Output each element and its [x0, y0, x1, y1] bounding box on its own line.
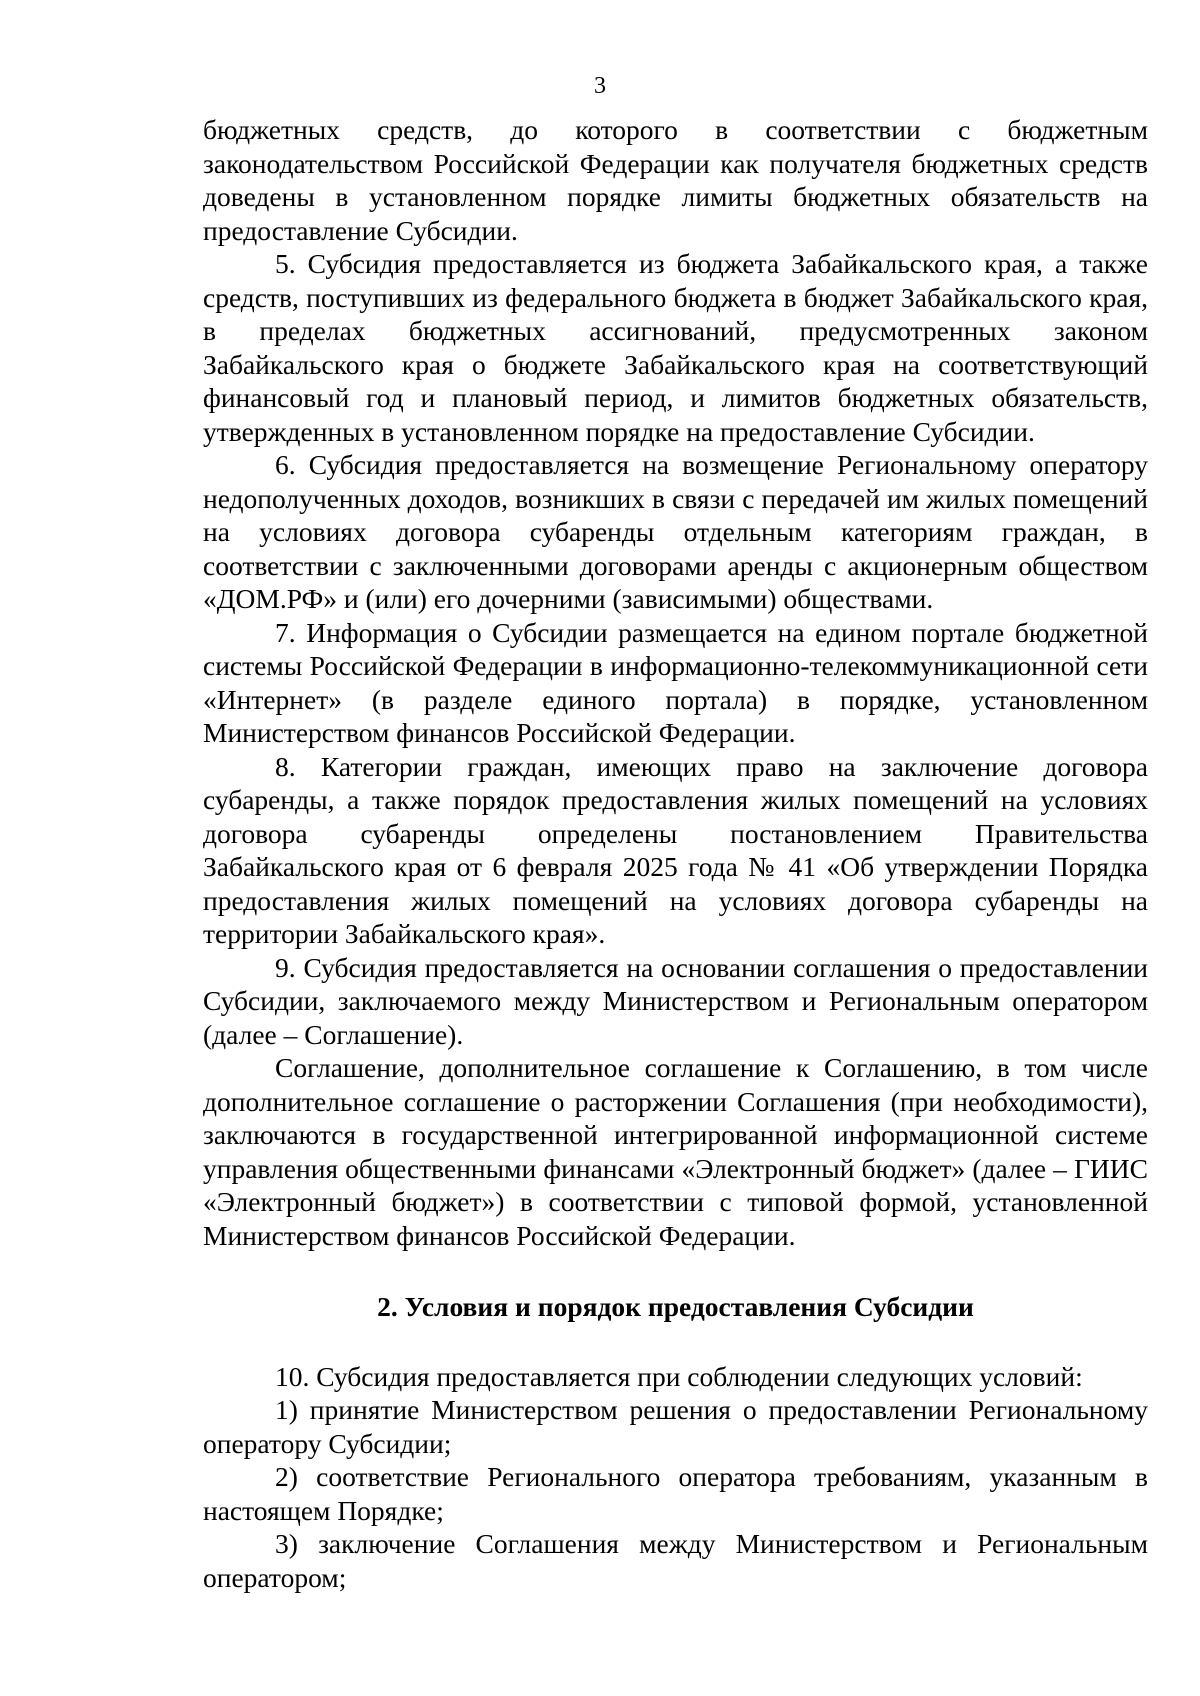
paragraph-agreement: Соглашение, дополнительное соглашение к Соглашению, в том числе дополнительное соглашение о расторжении Соглашения (при необходимости), заключаются в государственной интегрированной информационной системе управления общественными финансами «Электронный бюджет» (далее – ГИИС «Электронный бюджет») в соответствии с типовой формой, установленной Министерством финансов Российской Федерации. — [203, 1052, 1148, 1251]
document-body — [203, 113, 1148, 1594]
condition-item-2: 2) соответствие Регионального оператора требованиям, указанным в настоящем Порядке; — [203, 1461, 1148, 1526]
paragraph-item-7: 7. Информация о Субсидии размещается на едином портале бюджетной системы Российской Федерации в информационно-телекоммуникационной сети «Интернет» (в разделе единого портала) в порядке, установленном Министерством финансов Российской Федерации. — [203, 616, 1148, 748]
condition-item-1: 1) принятие Министерством решения о предоставлении Региональному оператору Субсидии; — [203, 1394, 1148, 1459]
condition-item-3: 3) заключение Соглашения между Министерством и Региональным оператором; — [203, 1528, 1148, 1593]
paragraph-item-8: 8. Категории граждан, имеющих право на заключение договора субаренды, а также порядок предоставления жилых помещений на условиях договора субаренды определены постановлением Правительства Забайкальского края от 6 февраля 2025 года № 41 «Об утверждении Порядка предоставления жилых помещений на условиях договора субаренды на территории Забайкальского края». — [203, 750, 1148, 949]
paragraph-item-6: 6. Субсидия предоставляется на возмещение Региональному оператору недополученных доходов, возникших в связи с передачей им жилых помещений на условиях договора субаренды отдельным категориям граждан, в соответствии с заключенными договорами аренды с акционерным обществом «ДОМ.РФ» и (или) его дочерними (зависимыми) обществами. — [203, 449, 1148, 614]
section-heading: 2. Условия и порядок предоставления Субсидии — [377, 1291, 974, 1322]
paragraph-item-10: 10. Субсидия предоставляется при соблюдении следующих условий: — [275, 1360, 1083, 1392]
paragraph-continuation: бюджетных средств, до которого в соответствии с бюджетным законодательством Российской Федерации как получателя бюджетных средств доведены в установленном порядке лимиты бюджетных обязательств на предоставление Субсидии. — [203, 114, 1148, 246]
paragraph-item-9: 9. Субсидия предоставляется на основании соглашения о предоставлении Субсидии, заключаемого между Министерством и Региональным оператором (далее – Соглашение). — [203, 951, 1148, 1050]
paragraph-item-5: 5. Субсидия предоставляется из бюджета Забайкальского края, а также средств, поступивших из федерального бюджета в бюджет Забайкальского края, в пределах бюджетных ассигнований, предусмотренных законом Забайкальского края о бюджете Забайкальского края на соответствующий финансовый год и плановый период, и лимитов бюджетных обязательств, утвержденных в установленном порядке на предоставление Субсидии. — [203, 248, 1148, 447]
page-number: 3 — [594, 73, 606, 99]
